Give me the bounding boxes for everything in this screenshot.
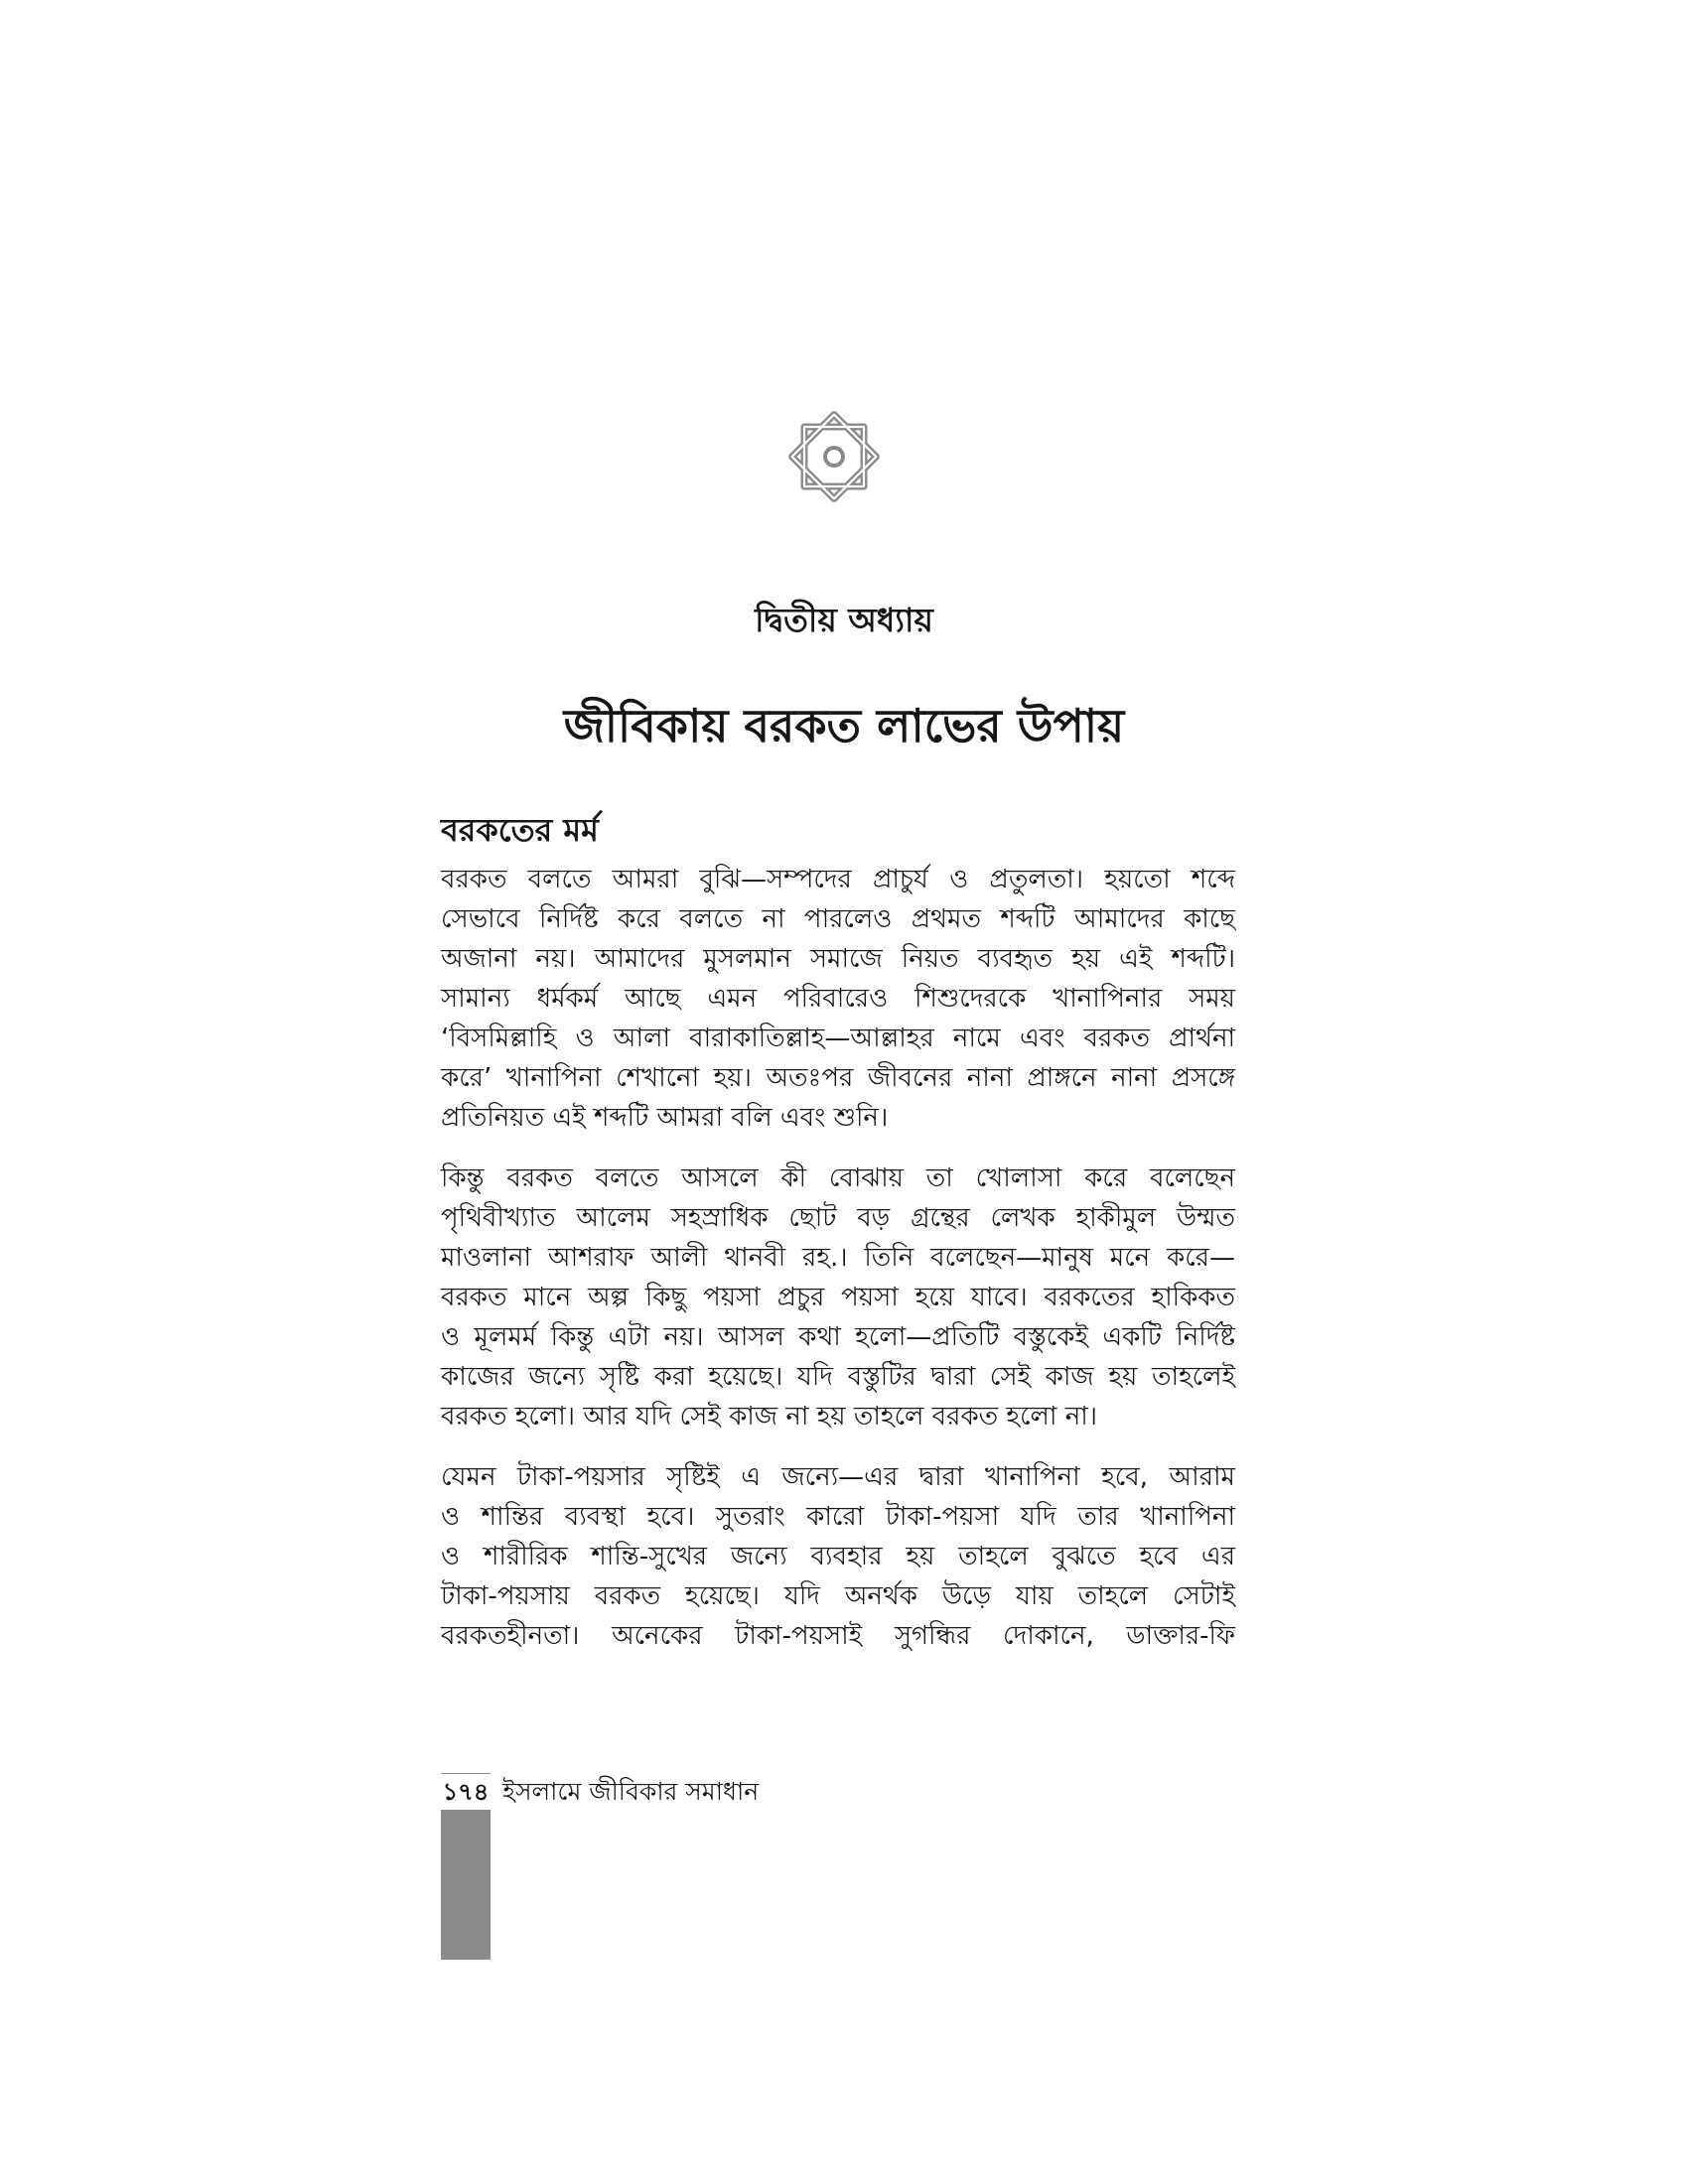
text-line: প্রতিনিয়ত এই শব্দটি আমরা বলি এবং শুনি। xyxy=(441,1103,889,1133)
text-line: যেমন টাকা-পয়সার সৃষ্টিই এ জন্যে—এর দ্বারা খানাপিনা হবে, আরাম xyxy=(441,1462,1235,1492)
paragraph xyxy=(441,860,1235,1138)
text-line: সামান্য ধর্মকর্ম আছে এমন পরিবারেও শিশুদেরকে খানাপিনার সময় xyxy=(441,984,1235,1014)
text-line: কাজের জন্যে সৃষ্টি করা হয়েছে। যদি বস্তুটির দ্বারা সেই কাজ হয় তাহলেই xyxy=(441,1362,1235,1392)
text-line: অজানা নয়। আমাদের মুসলমান সমাজে নিয়ত ব্যবহৃত হয় এই শব্দটি। xyxy=(441,944,1235,974)
page-number: ১৭৪ xyxy=(441,1774,491,1810)
text-line: ও শারীরিক শান্তি-সুখের জন্যে ব্যবহার হয় তাহলে বুঝতে হবে এর xyxy=(441,1542,1235,1571)
chapter-title: জীবিকায় বরকত লাভের উপায় xyxy=(563,699,1125,752)
section-heading: বরকতের মর্ম xyxy=(441,811,599,849)
text-line: ‘বিসমিল্লাহি ও আলা বারাকাতিল্লাহ—আল্লাহর নামে এবং বরকত প্রার্থনা xyxy=(441,1024,1235,1053)
body-text xyxy=(441,860,1235,1677)
text-line: ও মূলমর্ম কিন্তু এটা নয়। আসল কথা হলো—প্রতিটি বস্তুকেই একটি নির্দিষ্ট xyxy=(441,1322,1235,1352)
text-line: কিন্তু বরকত বলতে আসলে কী বোঝায় তা খোলাসা করে বলেছেন xyxy=(441,1163,1235,1193)
text-line: ও শান্তির ব্যবস্থা হবে। সুতরাং কারো টাকা-পয়সা যদি তার খানাপিনা xyxy=(441,1502,1235,1532)
text-line: বরকত বলতে আমরা বুঝি—সম্পদের প্রাচুর্য ও প্রতুলতা। হয়তো শব্দে xyxy=(441,865,1235,894)
text-line: বরকত হলো। আর যদি সেই কাজ না হয় তাহলে বরকত হলো না। xyxy=(441,1402,1098,1432)
running-footer-title: ইসলামে জীবিকার সমাধান xyxy=(502,1777,760,1806)
text-line: সেভাবে নির্দিষ্ট করে বলতে না পারলেও প্রথমত শব্দটি আমাদের কাছে xyxy=(441,904,1235,934)
text-line: করে’ খানাপিনা শেখানো হয়। অতঃপর জীবনের নানা প্রাঙ্গনে নানা প্রসঙ্গে xyxy=(441,1063,1235,1093)
text-line: বরকতহীনতা। অনেকের টাকা-পয়সাই সুগন্ধির দোকানে, ডাক্তার-ফি xyxy=(441,1621,1235,1651)
text-line: বরকত মানে অল্প কিছু পয়সা প্রচুর পয়সা হয়ে যাবে। বরকতের হাকিকত xyxy=(441,1283,1235,1312)
text-line: টাকা-পয়সায় বরকত হয়েছে। যদি অনর্থক উড়ে যায় তাহলে সেটাই xyxy=(441,1581,1235,1611)
paragraph xyxy=(441,1159,1235,1436)
paragraph xyxy=(441,1457,1235,1656)
text-line: পৃথিবীখ্যাত আলেম সহস্রাধিক ছোট বড় গ্রন্থের লেখক হাকীমুল উম্মত xyxy=(441,1203,1235,1233)
chapter-label: দ্বিতীয় অধ্যায় xyxy=(755,601,933,639)
geometric-rosette-icon xyxy=(774,397,894,516)
text-line: মাওলানা আশরাফ আলী থানবী রহ.। তিনি বলেছেন—মানুষ মনে করে— xyxy=(441,1243,1235,1273)
